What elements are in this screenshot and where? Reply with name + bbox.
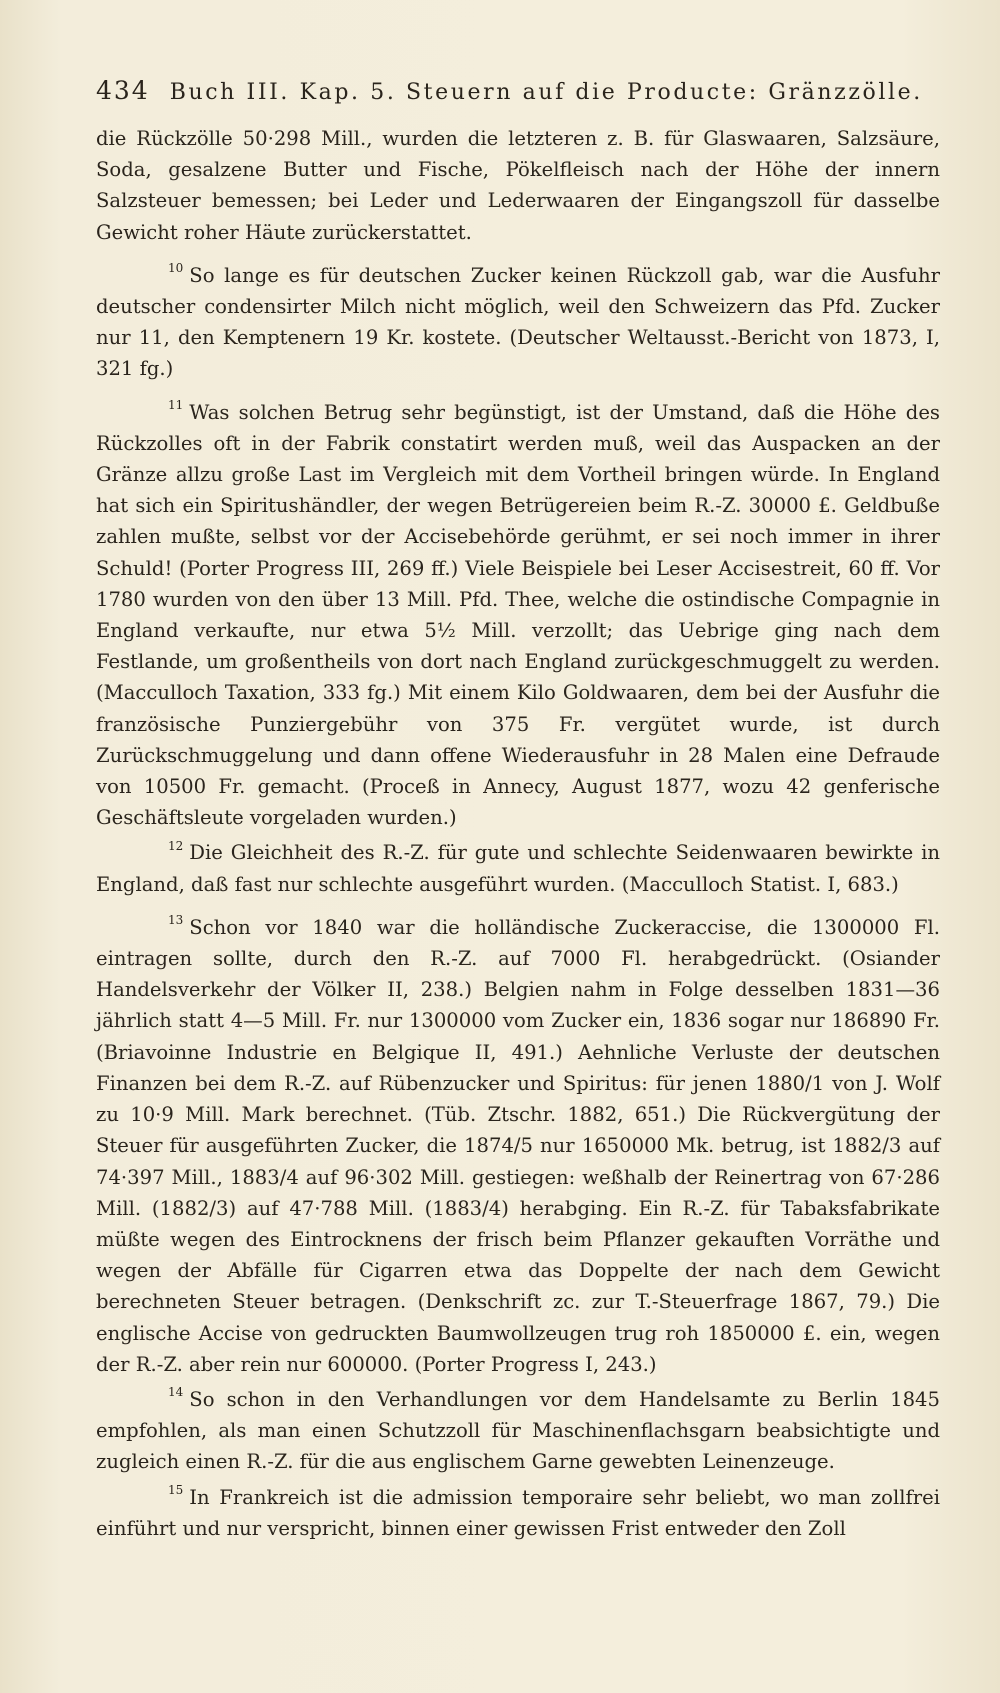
footnote-15 — [96, 1482, 940, 1544]
running-head-title: Buch III. Kap. 5. Steuern auf die Producte: Gränzzölle. — [169, 80, 923, 105]
page-number: 434 — [96, 76, 150, 105]
footnote-text: So lange es für deutschen Zucker keinen Rückzoll gab, war die Ausfuhr deutscher condensirter Milch nicht möglich, weil den Schweizern das Pfd. Zucker nur 11, den Kemptenern 19 Kr. kostete. (Deutscher Weltausst.-Bericht von 1873, I, 321 fg.) — [96, 263, 940, 381]
footnote-number: 12 — [168, 838, 184, 853]
footnote-13 — [96, 912, 940, 1380]
footnote-14 — [96, 1384, 940, 1478]
continued-footnote-text: die Rückzölle 50·298 Mill., wurden die letzteren z. B. für Glaswaaren, Salzsäure, Soda, gesalzene Butter und Fische, Pökelfleisch nach der Höhe der innern Salzsteuer bemessen; bei Leder und Lederwaaren der Eingangszoll für dasselbe Gewicht roher Häute zurückerstattet. — [96, 127, 940, 244]
footnote-12 — [96, 837, 940, 899]
footnote-10 — [96, 260, 940, 385]
footnote-number: 13 — [168, 913, 184, 928]
footnote-number: 11 — [168, 398, 184, 413]
footnote-number: 14 — [168, 1385, 184, 1400]
footnote-text: Die Gleichheit des R.-Z. für gute und schlechte Seidenwaaren bewirkte in England, daß fast nur schlechte ausgeführt wurden. (Macculloch Statist. I, 683.) — [96, 841, 940, 896]
footnote-number: 10 — [168, 261, 184, 276]
footnote-text: So schon in den Verhandlungen vor dem Handelsamte zu Berlin 1845 empfohlen, als man einen Schutzzoll für Maschinenflachsgarn beabsichtigte und zugleich einen R.-Z. für die aus englischem Garne gewebten Leinenzeuge. — [96, 1387, 940, 1474]
running-head — [96, 76, 940, 105]
footnote-text: Was solchen Betrug sehr begünstigt, ist der Umstand, daß die Höhe des Rückzolles oft in der Fabrik constatirt werden muß, weil das Auspacken an der Gränze allzu große Last im Vergleich mit dem Vortheil bringen würde. In England hat sich ein Spiritushändler, der wegen Betrügereien beim R.-Z. 30000 £. Geldbuße zahlen mußte, selbst vor der Accisebehörde gerühmt, er sei noch immer in ihrer Schuld! (Porter Progress III, 269 ff.) Viele Beispiele bei Leser Accisestreit, 60 ff. Vor 1780 wurden von den über 13 Mill. Pfd. Thee, welche die ostindische Compagnie in England verkaufte, nur etwa 5½ Mill. verzollt; das Uebrige ging nach dem Festlande, um großentheils von dort nach England zurückgeschmuggelt zu werden. (Macculloch Taxation, 333 fg.) Mit einem Kilo Goldwaaren, dem bei der Ausfuhr die französische Punziergebühr von 375 Fr. vergütet wurde, ist durch Zurückschmuggelung und dann offene Wiederausfuhr in 28 Malen eine Defraude von 10500 Fr. gemacht. (Proceß in Annecy, August 1877, wozu 42 genferische Geschäftsleute vorgeladen wurden.) — [96, 400, 940, 830]
footnote-text: Schon vor 1840 war die holländische Zuckeraccise, die 1300000 Fl. eintragen sollte, durch den R.-Z. auf 7000 Fl. herabgedrückt. (Osiander Handelsverkehr der Völker II, 238.) Belgien nahm in Folge desselben 1831—36 jährlich statt 4—5 Mill. Fr. nur 1300000 vom Zucker ein, 1836 sogar nur 186890 Fr. (Briavoinne Industrie en Belgique II, 491.) Aehnliche Verluste der deutschen Finanzen bei dem R.-Z. auf Rübenzucker und Spiritus: für jenen 1880/1 von J. Wolf zu 10·9 Mill. Mark berechnet. (Tüb. Ztschr. 1882, 651.) Die Rückvergütung der Steuer für ausgeführten Zucker, die 1874/5 nur 1650000 Mk. betrug, ist 1882/3 auf 74·397 Mill., 1883/4 auf 96·302 Mill. gestiegen: weßhalb der Reinertrag von 67·286 Mill. (1882/3) auf 47·788 Mill. (1883/4) herabging. Ein R.-Z. für Tabaksfabrikate müßte wegen des Eintrocknens der frisch beim Pflanzer gekauften Vorräthe und wegen der Abfälle für Cigarren etwa das Doppelte der nach dem Gewicht berechneten Steuer betragen. (Denkschrift zc. zur T.-Steuerfrage 1867, 79.) Die englische Accise von gedruckten Baumwollzeugen trug roh 1850000 £. ein, wegen der R.-Z. aber rein nur 600000. (Porter Progress I, 243.) — [96, 915, 940, 1376]
footnotes-body — [96, 123, 940, 1544]
footnote-number: 15 — [168, 1483, 184, 1497]
footnote-text: In Frankreich ist die admission temporaire sehr beliebt, wo man zollfrei einführt und nur verspricht, binnen einer gewissen Frist entweder den Zoll — [96, 1485, 940, 1540]
footnote-11 — [96, 397, 940, 834]
